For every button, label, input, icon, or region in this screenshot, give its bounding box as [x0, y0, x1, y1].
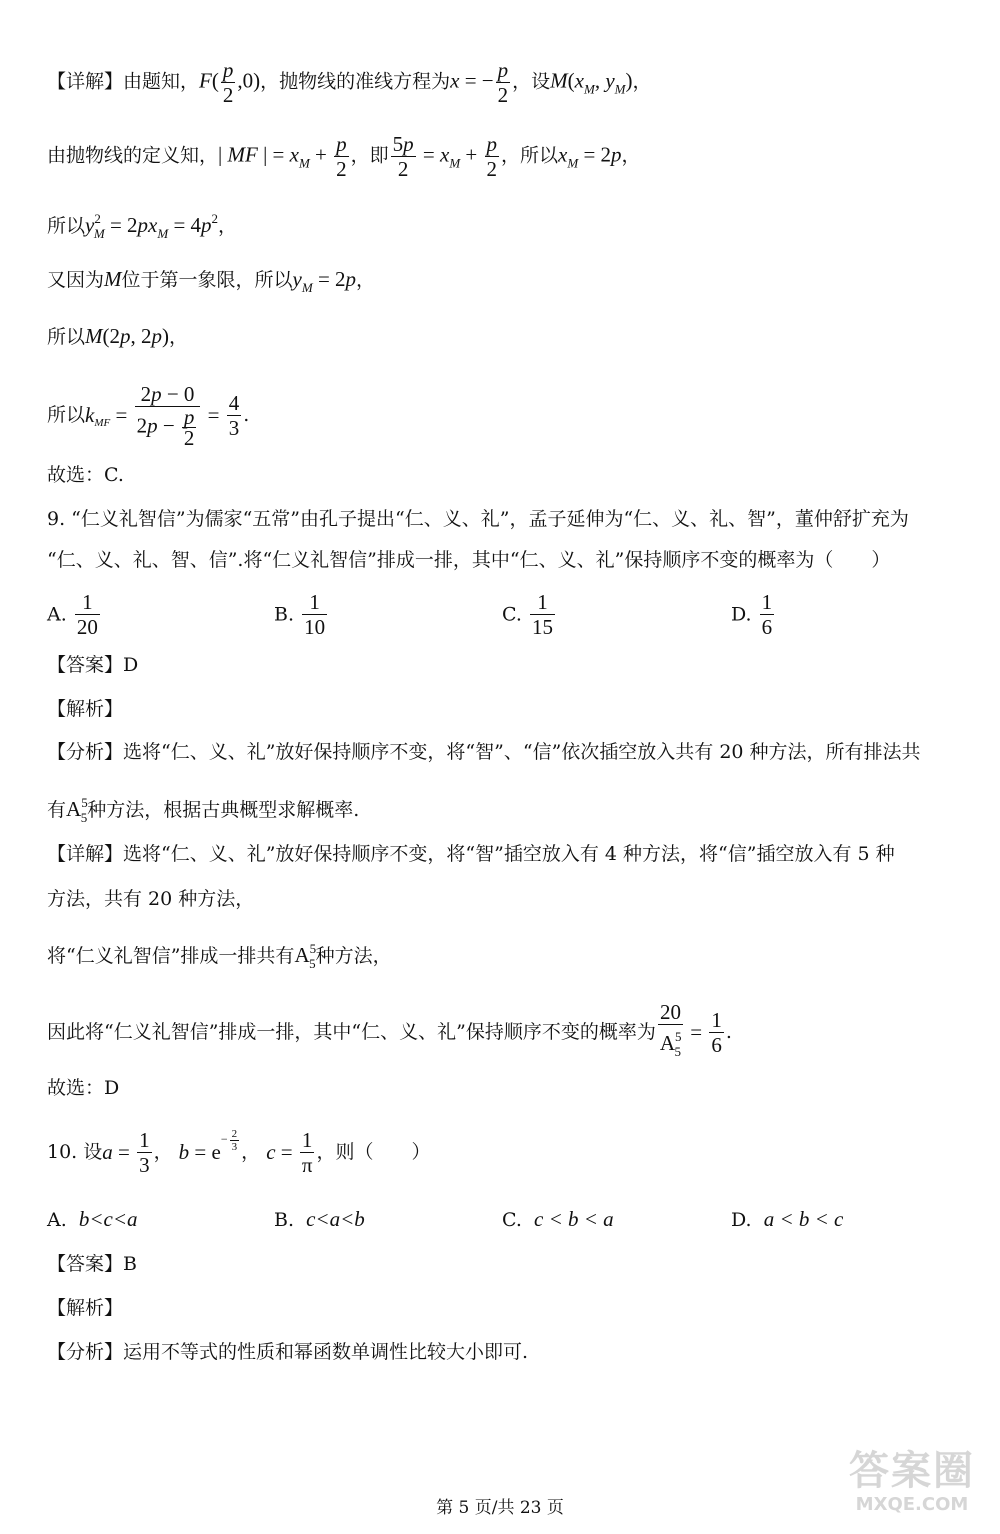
- text: 所以: [47, 326, 86, 348]
- watermark-logo: [832, 1448, 992, 1528]
- question-9-text-1: 9. “仁义礼智信”为儒家“五常”由孔子提出“仁、义、礼”，孟子延伸为“仁、义、礼、智”，董仲舒扩充为: [47, 508, 909, 530]
- fraction: $\frac{1}{6}$: [711, 1007, 722, 1057]
- math: A: [66, 797, 82, 821]
- math: M: [85, 324, 103, 348]
- q9-analysis-1: 【分析】选将“仁、义、礼”放好保持顺序不变，将“智”、“信”依次插空放入共有 20 种方法，所有排法共: [47, 741, 921, 763]
- q9-option-c: [502, 590, 557, 639]
- option-label: D.: [731, 603, 752, 626]
- text: 种方法，根据古典概型求解概率.: [87, 799, 360, 821]
- q10-answer: 【答案】B: [47, 1253, 137, 1275]
- fraction: $\frac{p}{2}$: [336, 132, 347, 181]
- text: .: [725, 1021, 732, 1043]
- q10-option-c: [502, 1206, 614, 1233]
- q9-detail-2: 方法，共有 20 种方法，: [47, 888, 255, 910]
- math: (: [211, 68, 219, 93]
- fraction: $\frac{4}{3}$: [228, 390, 240, 440]
- text: 因此将“仁义礼智信”排成一排，其中“仁、义、礼”保持顺序不变的概率为: [47, 1021, 656, 1043]
- q9-choice: 故选：D: [47, 1077, 120, 1099]
- solution-line-3: 所以$y^2_M = 2px_M = 4p^2$，: [47, 211, 238, 241]
- math: |: [218, 142, 228, 167]
- q9-detail-3: 将“仁义礼智信”排成一排共有$A^5_5$种方法，: [47, 941, 392, 971]
- option-label: B.: [274, 1209, 295, 1231]
- option-label: D.: [731, 1209, 752, 1231]
- solution-line-5: 所以M(2p, 2p)，: [47, 324, 189, 348]
- text: ，: [632, 70, 652, 93]
- math: A: [294, 943, 310, 967]
- fraction: $\frac{1}{\pi}$: [301, 1127, 313, 1177]
- option-label: C.: [502, 603, 522, 626]
- solution-line-2: 由抛物线的定义知，| MF | = $x_M$ + $\frac{p}{2}$ ，即 $\frac{5p}{2}$ = $x_M$ + $\frac{p}{2}$ ，所以$x_M = 2p$，: [47, 132, 641, 181]
- text: 将“仁义礼智信”排成一排共有: [47, 945, 295, 967]
- option-expression: b<c<a: [78, 1207, 138, 1231]
- q9-answer: 【答案】D: [47, 654, 139, 676]
- q9-option-b: [274, 590, 329, 639]
- text: 又因为: [47, 269, 105, 291]
- text: ，: [621, 144, 641, 167]
- math: x: [450, 68, 460, 93]
- fraction: $\frac{p}{2}$: [497, 58, 509, 107]
- q9-option-d: [731, 590, 776, 639]
- solution-line-1: 【详解】由题知，F( $\frac{p}{2}$ ,0)，抛物线的准线方程为x = − $\frac{p}{2}$ ，设$M(x_M$, $y_M$)，: [47, 58, 652, 107]
- fraction: $\frac{1}{20}$: [76, 590, 98, 639]
- text: 【详解】由题知，: [47, 70, 200, 93]
- fraction: $\frac{1}{6}$: [761, 590, 773, 639]
- text: ，所以: [501, 144, 559, 167]
- text: .: [243, 404, 250, 426]
- option-label: B.: [274, 603, 295, 626]
- text: ，: [153, 1141, 173, 1163]
- q9-detail-1: 【详解】选将“仁、义、礼”放好保持顺序不变，将“智”插空放入有 4 种方法，将“信”插空放入有 5 种: [47, 843, 895, 865]
- option-label: A.: [47, 1209, 67, 1231]
- text: 10. 设: [47, 1141, 103, 1163]
- watermark-text: 答案圈: [849, 1448, 975, 1494]
- math: F: [199, 68, 212, 93]
- option-label: A.: [47, 603, 67, 626]
- text: 位于第一象限，所以: [121, 269, 293, 291]
- text: 所以: [47, 215, 86, 237]
- math: M: [550, 68, 568, 93]
- text: ，即: [350, 144, 389, 167]
- text: ，抛物线的准线方程为: [260, 70, 451, 93]
- q9-analysis-2: 有$A^5_5$种方法，根据古典概型求解概率.: [47, 795, 360, 825]
- solution-line-6: 所以$k_{MF}$ = 2p − 0 2p − $\frac{p}{2}$ = $\frac{4}{3}$ .: [47, 382, 250, 450]
- q9-explanation-heading: 【解析】: [47, 698, 124, 720]
- question-9-text-2: “仁、义、礼、智、信”.将“仁义礼智信”排成一排，其中“仁、义、礼”保持顺序不变的概率为（ ）: [47, 549, 891, 571]
- text: ，则（ ）: [316, 1141, 431, 1163]
- watermark-url: MXQE.COM: [855, 1494, 969, 1515]
- fraction: $\frac{1}{15}$: [531, 590, 553, 639]
- math: ,0): [237, 68, 261, 93]
- text: ，: [356, 269, 376, 291]
- q10-option-b: [274, 1206, 365, 1233]
- option-expression: c < b < a: [534, 1207, 614, 1231]
- answer-choice-8: 故选：C.: [47, 464, 124, 486]
- text: ，: [218, 215, 238, 237]
- fraction: $\frac{20}{A^5_5}$: [659, 1000, 682, 1059]
- fraction: 2p − 0 2p − $\frac{p}{2}$: [135, 382, 201, 448]
- q10-option-a: [47, 1206, 138, 1233]
- page-number: 第 5 页/共 23 页: [436, 1498, 564, 1518]
- math: M: [104, 267, 122, 291]
- q10-option-d: [731, 1206, 843, 1233]
- fraction: $\frac{1}{3}$: [139, 1127, 150, 1177]
- text: ，设: [512, 70, 551, 93]
- q10-explanation-heading: 【解析】: [47, 1297, 124, 1319]
- text: ，: [169, 326, 189, 348]
- q9-detail-4: 因此将“仁义礼智信”排成一排，其中“仁、义、礼”保持顺序不变的概率为 $\frac{20}{A^5_5}$ = $\frac{1}{6}$ .: [47, 1000, 732, 1064]
- text: 有: [47, 799, 67, 821]
- fraction: $\frac{p}{2}$: [486, 132, 498, 181]
- text: 由抛物线的定义知，: [47, 144, 219, 167]
- fraction: $\frac{1}{10}$: [304, 590, 326, 639]
- fraction: $\frac{p}{2}$: [222, 58, 234, 107]
- solution-line-4: 又因为M位于第一象限，所以$y_M = 2p$，: [47, 267, 376, 295]
- q10-analysis: 【分析】运用不等式的性质和幂函数单调性比较大小即可.: [47, 1341, 529, 1363]
- fraction: $\frac{5p}{2}$: [392, 132, 414, 181]
- text: 种方法，: [315, 945, 392, 967]
- text: 所以: [47, 404, 86, 426]
- text: ，: [241, 1141, 261, 1163]
- option-expression: c<a<b: [306, 1207, 365, 1231]
- q9-option-a: [47, 590, 102, 639]
- option-label: C.: [502, 1209, 522, 1231]
- option-expression: a < b < c: [763, 1207, 844, 1231]
- question-10-text: 10. 设a = $\frac{1}{3}$ ， b = e− $\frac{2}{3}$ ， c = $\frac{1}{\pi}$ ，则（ ）: [47, 1127, 431, 1177]
- math: y: [85, 213, 95, 237]
- math: k: [85, 403, 95, 427]
